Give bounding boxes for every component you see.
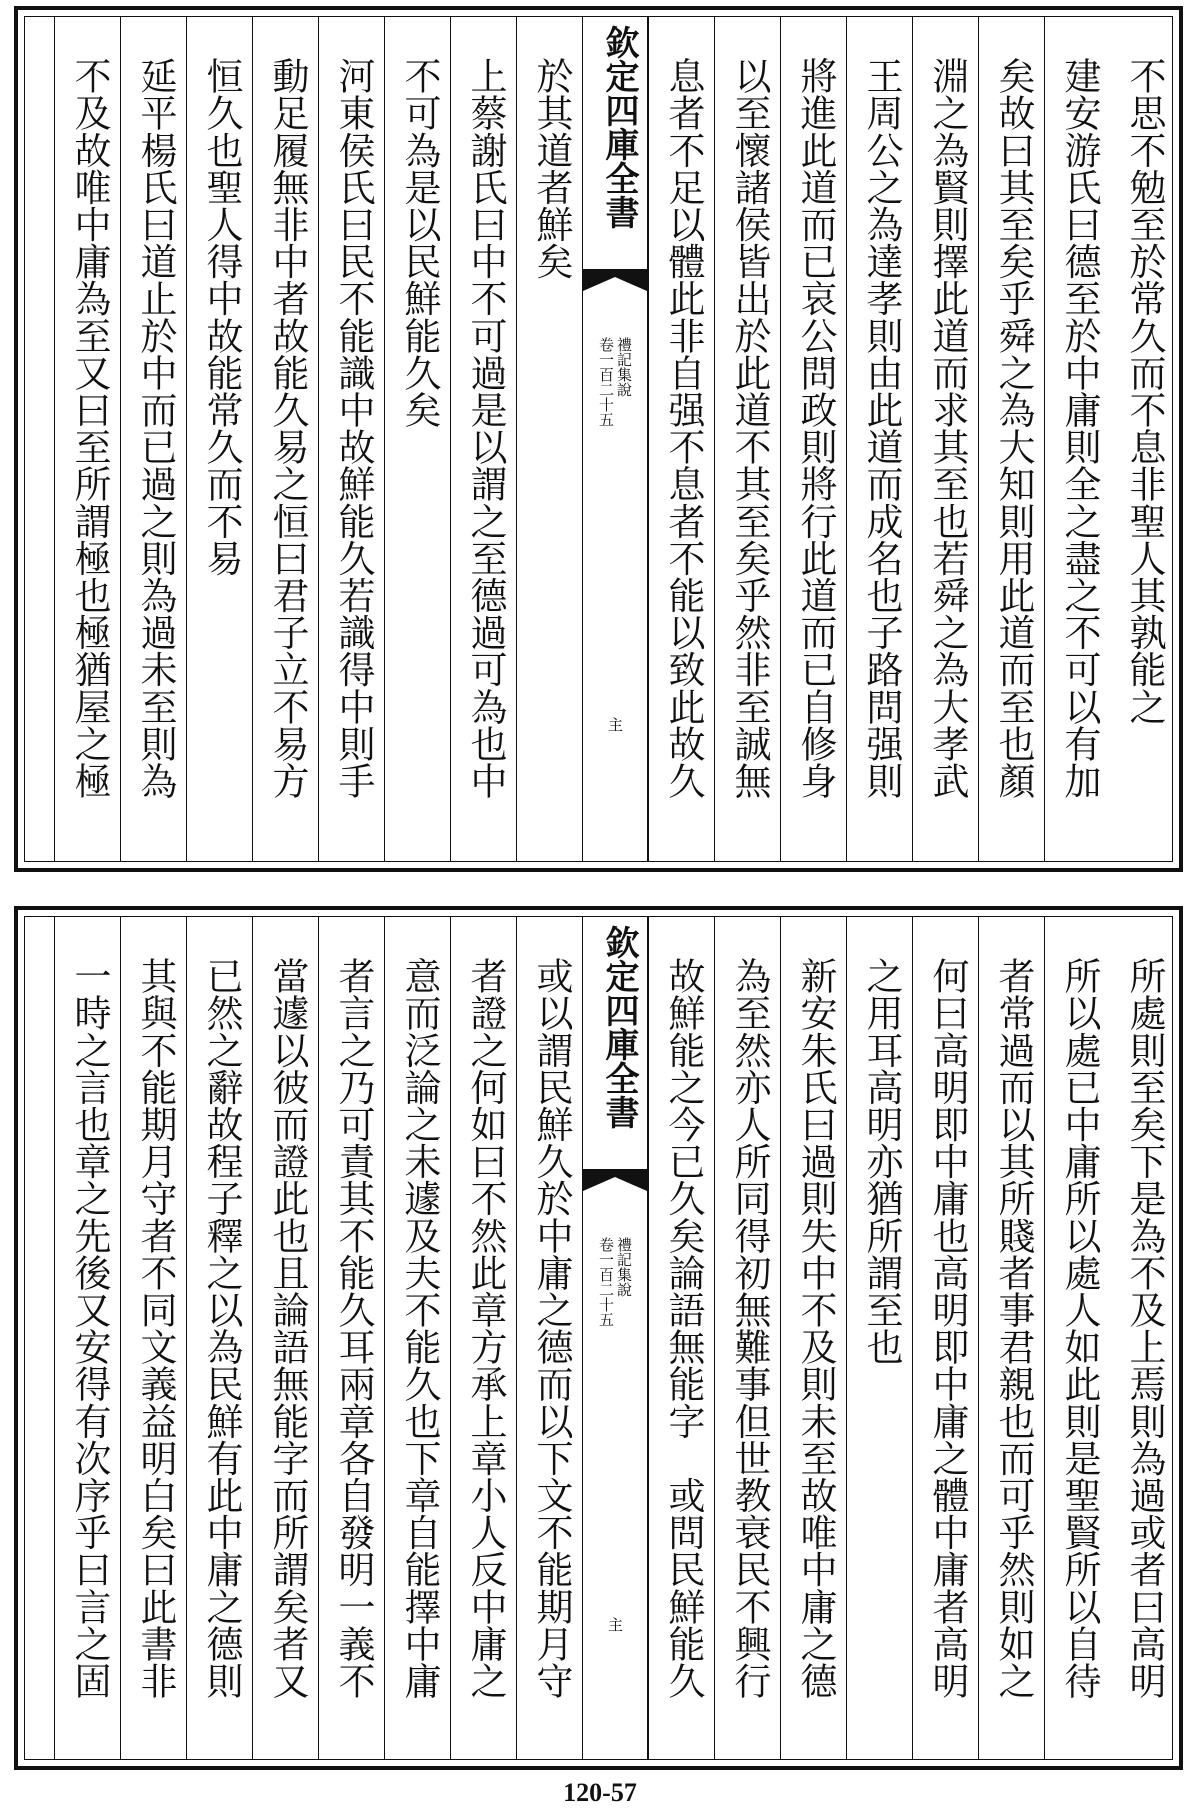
text-column: [186, 917, 252, 1759]
bottom-page-frame: [24, 916, 1173, 1760]
column-text: 矣故曰其至矣乎舜之為大知則用此道而至也顏: [992, 57, 1035, 799]
text-column: [978, 917, 1044, 1759]
volume-title: 禮記集說: [615, 337, 633, 397]
book-title: 欽定四庫全書: [599, 25, 639, 229]
text-column: [780, 17, 846, 861]
text-column: [714, 917, 780, 1759]
text-column: [846, 17, 912, 861]
column-text: 之用耳高明亦猶所謂至也: [860, 957, 903, 1366]
text-column: [54, 17, 120, 861]
column-text: 王周公之為達孝則由此道而成名也子路問强則: [860, 57, 903, 799]
column-text: 不可為是以民鮮能久矣: [398, 57, 441, 428]
text-column: [450, 917, 516, 1759]
text-column: [912, 917, 978, 1759]
text-column: [120, 917, 186, 1759]
column-text: 以至懷諸侯皆出於此道不其至矣乎然非至誠無: [728, 57, 771, 799]
leaf-number: 主: [606, 717, 624, 732]
column-text: 建安游氏曰德至於中庸則全之盡之不可以有加: [1058, 57, 1101, 799]
column-text: 不思不勉至於常久而不息非聖人其孰能之: [1123, 57, 1166, 725]
column-text: 一時之言也章之先後又安得有次序乎曰言之固: [68, 957, 111, 1699]
text-column: [846, 917, 912, 1759]
text-column: [252, 917, 318, 1759]
text-column: [252, 17, 318, 861]
center-fold-column: [582, 917, 648, 1759]
text-column: [384, 17, 450, 861]
column-text: 已然之辭故程子釋之以為民鮮有此中庸之德則: [200, 957, 243, 1699]
column-text: 河東侯氏曰民不能識中故鮮能久若識得中則手: [332, 57, 375, 799]
column-text: 淵之為賢則擇此道而求其至也若舜之為大孝武: [926, 57, 969, 799]
bottom-page: [14, 906, 1183, 1770]
book-title: 欽定四庫全書: [599, 925, 639, 1129]
volume-info: [597, 337, 633, 427]
volume-number: 卷一百二十五: [597, 337, 615, 427]
text-column: [1044, 17, 1110, 861]
text-column: [648, 917, 714, 1759]
volume-title: 禮記集說: [615, 1237, 633, 1297]
column-text: 於其道者鮮矣: [530, 57, 573, 280]
text-column: [912, 17, 978, 861]
column-text: 息者不足以體此非自强不息者不能以致此故久: [662, 57, 705, 799]
text-column: [648, 17, 714, 861]
fish-tail-mark: [583, 1169, 647, 1191]
text-column: [54, 917, 120, 1759]
text-column: [120, 17, 186, 861]
page-number: 120-57: [563, 1778, 637, 1807]
text-column: [1044, 917, 1110, 1759]
text-column: [1110, 17, 1176, 861]
leaf-number: 主: [606, 1617, 624, 1632]
column-text: 不及故唯中庸為至又曰至所謂極也極猶屋之極: [68, 57, 111, 799]
column-text: 其與不能期月守者不同文義益明白矣曰此書非: [134, 957, 177, 1699]
column-text: 新安朱氏曰過則失中不及則未至故唯中庸之德: [794, 957, 837, 1699]
column-text: 何曰高明即中庸也高明即中庸之體中庸者高明: [926, 957, 969, 1699]
text-column: [516, 17, 582, 861]
column-text: 為至然亦人所同得初無難事但世教衰民不興行: [728, 957, 771, 1699]
column-text: 者證之何如曰不然此章方承上章小人反中庸之: [464, 957, 507, 1699]
column-text: 者言之乃可責其不能久耳兩章各自發明一義不: [332, 957, 375, 1699]
center-fold-column: [582, 17, 648, 861]
text-column: [1110, 917, 1176, 1759]
top-page-frame: [24, 16, 1173, 862]
fish-tail-mark: [583, 269, 647, 291]
column-text: 延平楊氏曰道止於中而已過之則為過未至則為: [134, 57, 177, 799]
column-text: 者常過而以其所賤者事君親也而可乎然則如之: [992, 957, 1035, 1699]
text-column: [318, 17, 384, 861]
text-column: [318, 917, 384, 1759]
text-column: [516, 917, 582, 1759]
column-text: 所以處已中庸所以處人如此則是聖賢所以自待: [1058, 957, 1101, 1699]
column-text: 恒久也聖人得中故能常久而不易: [200, 57, 243, 577]
text-column: [384, 917, 450, 1759]
top-page: [14, 6, 1183, 872]
column-text: 所處則至矣下是為不及上焉則為過或者曰高明: [1123, 957, 1166, 1699]
column-text: 意而泛論之未遽及夫不能久也下章自能擇中庸: [398, 957, 441, 1699]
column-text: 或以謂民鮮久於中庸之德而以下文不能期月守: [530, 957, 573, 1699]
column-text: 當遽以彼而證此也且論語無能字而所謂矣者又: [266, 957, 309, 1699]
text-column: [780, 917, 846, 1759]
column-text: 將進此道而已哀公問政則將行此道而已自修身: [794, 57, 837, 799]
text-column: [450, 17, 516, 861]
text-column: [714, 17, 780, 861]
volume-number: 卷一百二十五: [597, 1237, 615, 1327]
volume-info: [597, 1237, 633, 1327]
text-column: [978, 17, 1044, 861]
text-column: [186, 17, 252, 861]
column-text: 故鮮能之今已久矣論語無能字 或問民鮮能久: [662, 957, 705, 1699]
column-text: 上蔡謝氏曰中不可過是以謂之至德過可為也中: [464, 57, 507, 799]
column-text: 動足履無非中者故能久易之恒曰君子立不易方: [266, 57, 309, 799]
